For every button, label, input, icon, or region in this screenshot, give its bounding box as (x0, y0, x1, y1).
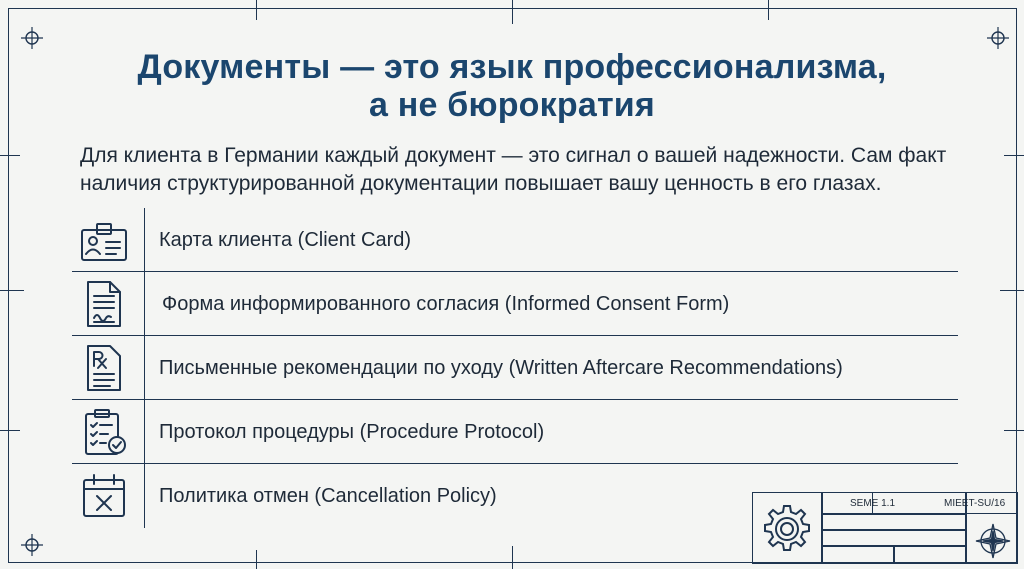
frame-tick (1004, 430, 1024, 431)
document-label: Письменные рекомендации по уходу (Written Aftercare Recommendations) (159, 357, 843, 379)
frame-tick (0, 155, 20, 156)
list-item (72, 400, 958, 464)
list-item (72, 208, 958, 272)
document-list (72, 208, 958, 528)
frame-tick (1000, 290, 1024, 291)
frame-tick (512, 546, 513, 569)
frame-tick (1004, 155, 1024, 156)
intro-line-2: наличия структурированной документации повышает вашу ценность в его глазах. (80, 172, 882, 195)
frame-tick (256, 550, 257, 569)
intro-text (80, 142, 960, 198)
crosshair-icon (987, 27, 1009, 49)
frame-tick (256, 0, 257, 20)
signed-document-icon (80, 280, 128, 328)
title-block (752, 492, 1018, 564)
document-label: Протокол процедуры (Procedure Protocol) (159, 421, 545, 443)
document-label: Карта клиента (Client Card) (159, 229, 412, 251)
list-item (72, 272, 958, 336)
frame-tick (512, 0, 513, 24)
stamp-code-1: SEME 1.1 (850, 498, 896, 509)
frame-tick (0, 290, 24, 291)
document-label: Политика отмен (Cancellation Policy) (159, 485, 497, 507)
frame-tick (0, 430, 20, 431)
id-card-icon (80, 216, 128, 264)
gear-icon (760, 502, 814, 556)
intro-line-1: Для клиента в Германии каждый документ — это сигнал о вашей надежности. Сам факт (80, 144, 947, 167)
crosshair-icon (21, 27, 43, 49)
list-item (72, 336, 958, 400)
compass-rose-icon (974, 522, 1012, 560)
clipboard-checklist-icon (80, 408, 128, 456)
frame-tick (768, 0, 769, 20)
calendar-cancel-icon (80, 472, 128, 520)
prescription-icon (80, 344, 128, 392)
crosshair-icon (21, 534, 43, 556)
title-line-2: а не бюрократия (369, 86, 655, 124)
document-label: Форма информированного согласия (Informed Consent Form) (162, 293, 730, 315)
page-title (0, 48, 1024, 124)
title-line-1: Документы — это язык профессионализма, (137, 48, 887, 86)
stamp-code-2: MIEET-SU/16 (944, 498, 1006, 509)
